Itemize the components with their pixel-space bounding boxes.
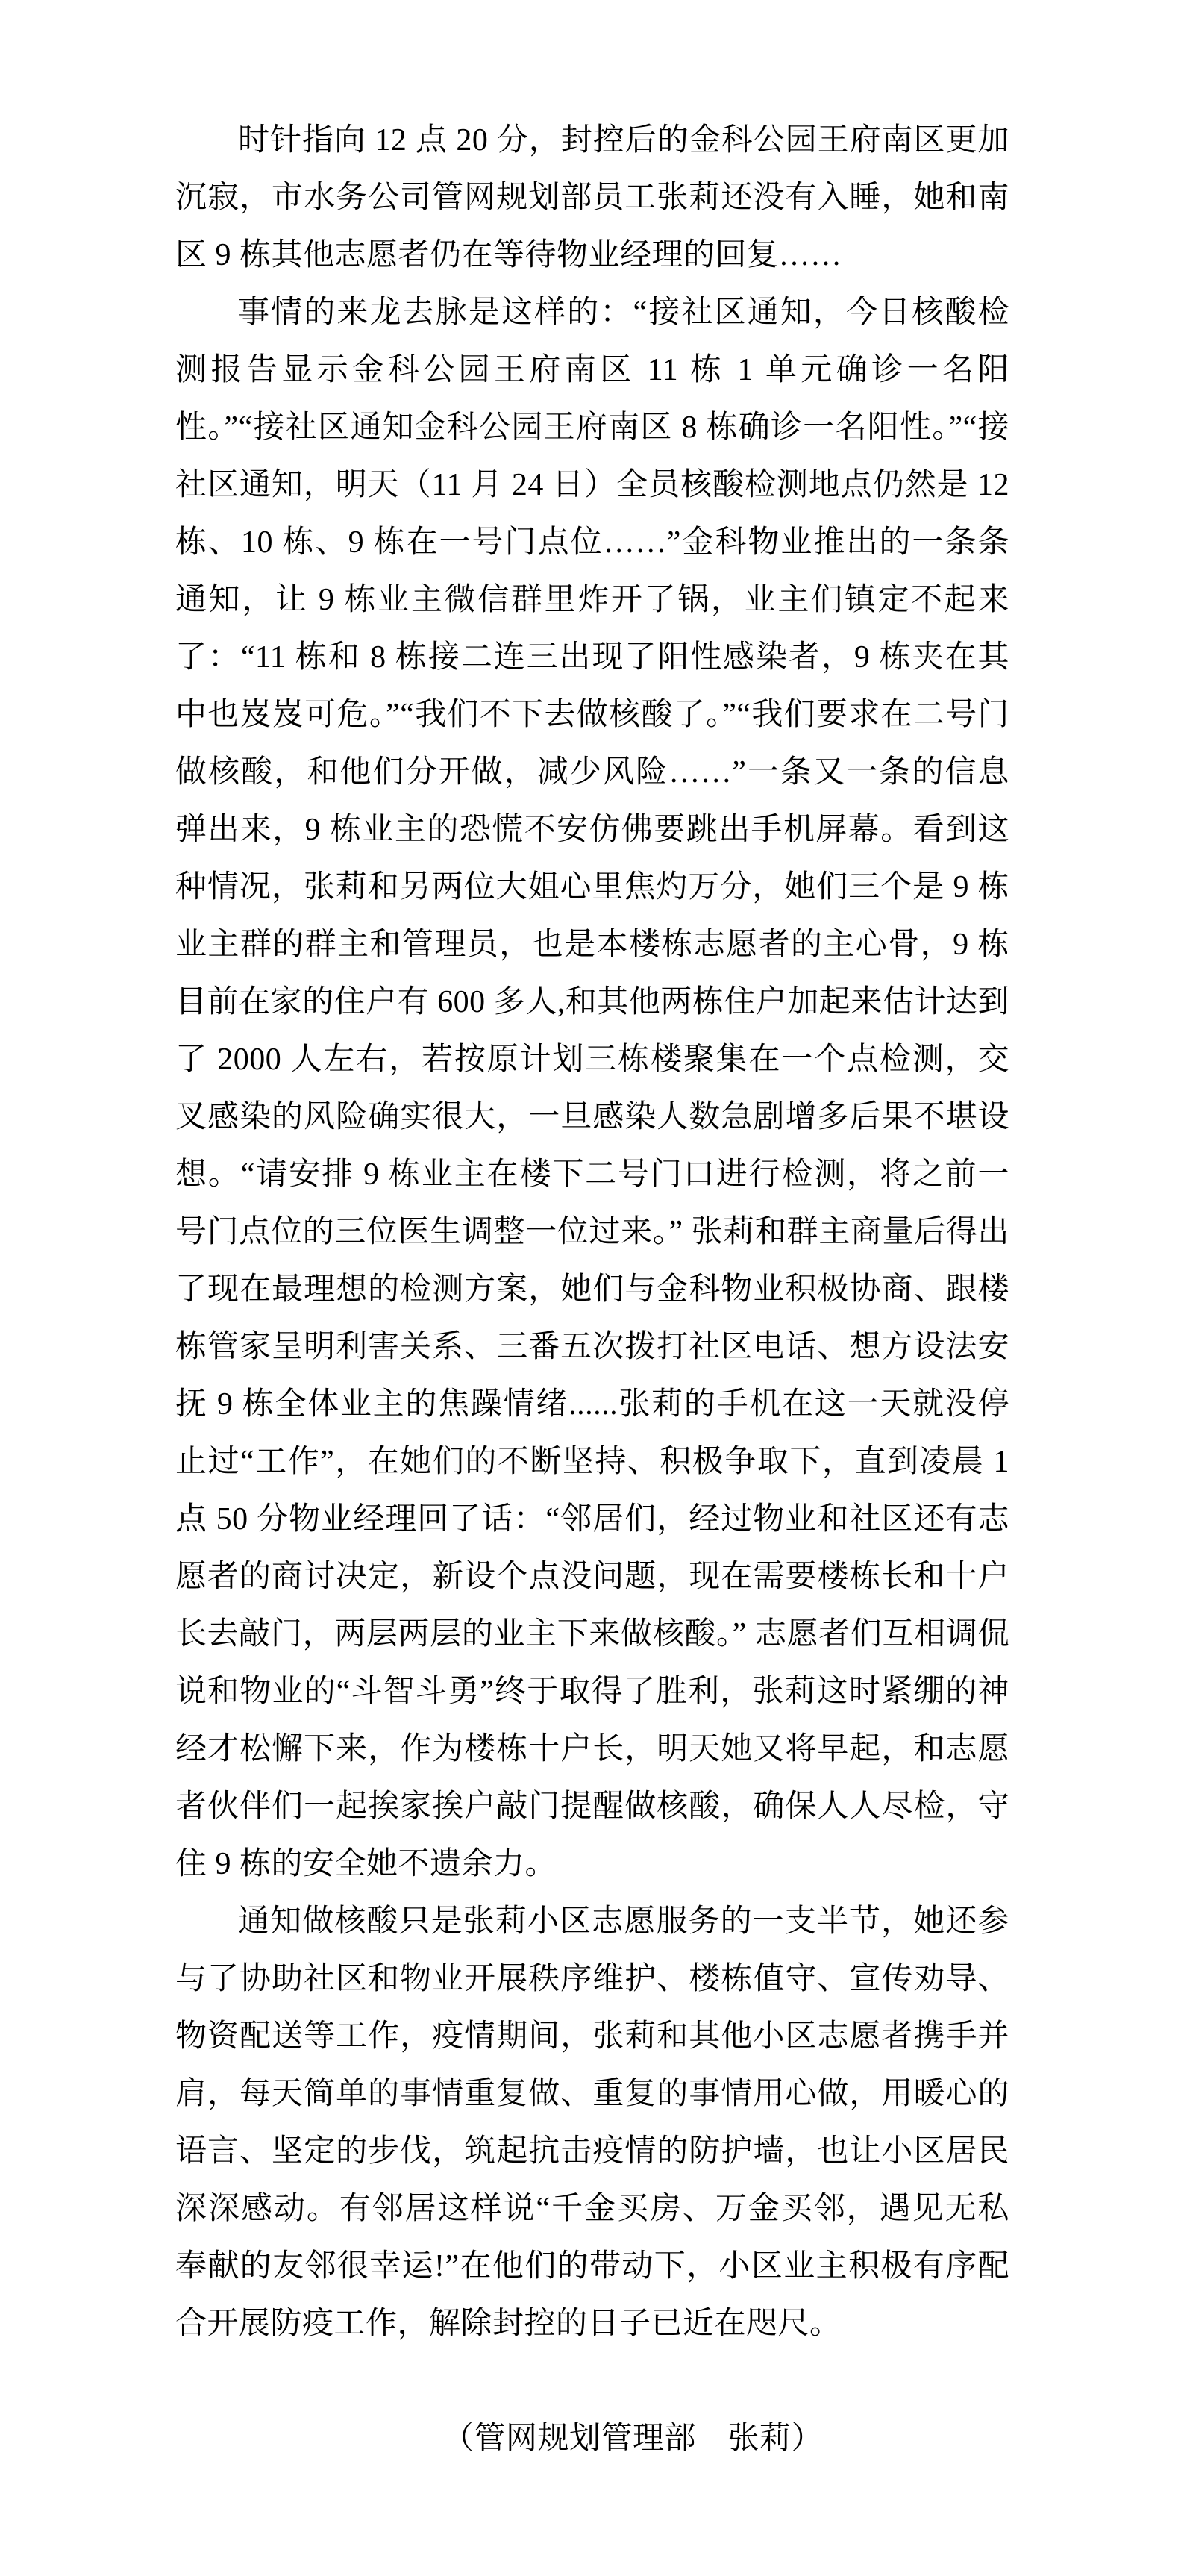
paragraph-intro: 时针指向 12 点 20 分，封控后的金科公园王府南区更加沉寂，市水务公司管网规划部员工张莉还没有入睡，她和南区 9 栋其他志愿者仍在等待物业经理的回复…… [175,123,1009,272]
signature: （管网规划管理部 张莉） [442,2422,823,2456]
paragraph-conclusion: 通知做核酸只是张莉小区志愿服务的一支半节，她还参与了协助社区和物业开展秩序维护、楼栋值守、宣传劝导、物资配送等工作，疫情期间，张莉和其他小区志愿者携手并肩，每天简单的事情重复做、重复的事情用心做，用暖心的语言、坚定的步伐，筑起抗击疫情的防护墙，也让小区居民深深感动。有邻居这样说“千金买房、万金买邻，遇见无私奉献的友邻很幸运!”在他们的带动下，小区业主积极有序配合开展防疫工作，解除封控的日子已近在咫尺。 [175,1904,1009,2341]
paragraph-story: 事情的来龙去脉是这样的：“接社区通知，今日核酸检测报告显示金科公园王府南区 11 栋 1 单元确诊一名阳性。”“接社区通知金科公园王府南区 8 栋确诊一名阳性。”“接社区通知，明天（11 月 24 日）全员核酸检测地点仍然是 12 栋、10 栋、9 栋在一号门点位……”金科物业推出的一条条通知，让 9 栋业主微信群里炸开了锅，业主们镇定不起来了：“11 栋和 8 栋接二连三出现了阳性感染者，9 栋夹在其中也岌岌可危。”“我们不下去做核酸了。”“我们要求在二号门做核酸，和他们分开做，减少风险……”一条又一条的信息弹出来，9 栋业主的恐慌不安仿佛要跳出手机屏幕。看到这种情况，张莉和另两位大姐心里焦灼万分，她们三个是 9 栋业主群的群主和管理员，也是本楼栋志愿者的主心骨，9 栋目前在家的住户有 600 多人,和其他两栋住户加起来估计达到了 2000 人左右，若按原计划三栋楼聚集在一个点检测，交叉感染的风险确实很大，一旦感染人数急剧增多后果不堪设想。“请安排 9 栋业主在楼下二号门口进行检测，将之前一号门点位的三位医生调整一位过来。” 张莉和群主商量后得出了现在最理想的检测方案，她们与金科物业积极协商、跟楼栋管家呈明利害关系、三番五次拨打社区电话、想方设法安抚 9 栋全体业主的焦躁情绪......张莉的手机在这一天就没停止过“工作”，在她们的不断坚持、积极争取下，直到凌晨 1 点 50 分物业经理回了话：“邻居们，经过物业和社区还有志愿者的商讨决定，新设个点没问题，现在需要楼栋长和十户长去敲门，两层两层的业主下来做核酸。” 志愿者们互相调侃说和物业的“斗智斗勇”终于取得了胜利，张莉这时紧绷的神经才松懈下来，作为楼栋十户长，明天她又将早起，和志愿者伙伴们一起挨家挨户敲门提醒做核酸，确保人人尽检，守住 9 栋的安全她不遗余力。 [175,296,1009,1881]
document-body [175,112,1009,2468]
